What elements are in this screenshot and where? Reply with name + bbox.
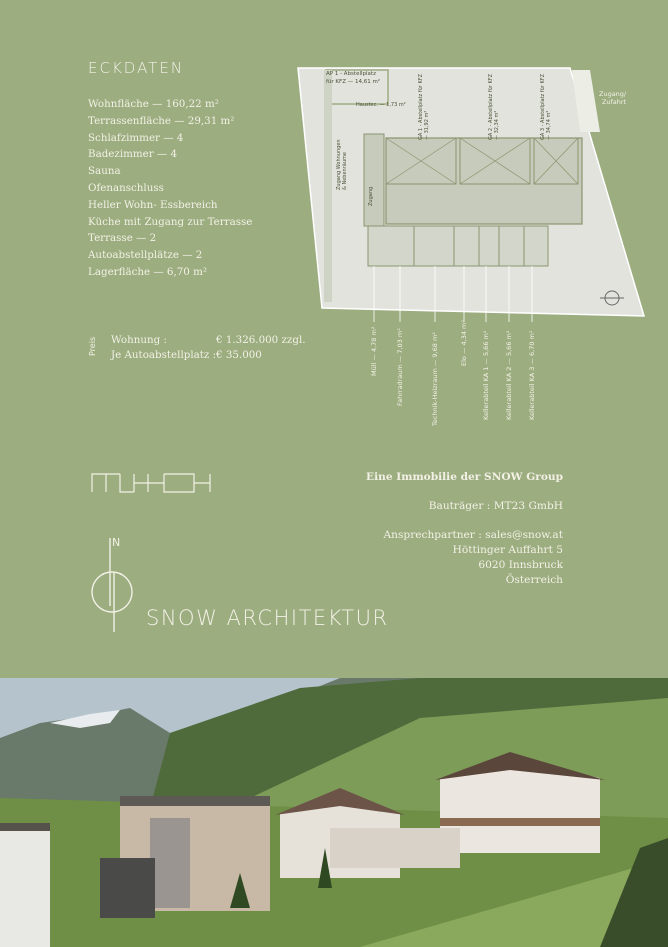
room-label: Fahrradraum — 7,03 m² bbox=[396, 328, 404, 406]
room-label: Elo — 4,34 m² bbox=[460, 320, 468, 366]
price-value-parking: € 35.000 bbox=[216, 349, 262, 361]
feature-item: Schlafzimmer — 4 bbox=[88, 131, 184, 144]
feature-item: Heller Wohn- Essbereich bbox=[88, 198, 218, 211]
plan-garage-label: GA 3 - Abstellplatz für KFZ — 34,74 m² bbox=[540, 73, 552, 140]
room-label: Müll — 4,78 m² bbox=[370, 326, 378, 376]
company-name: Eine Immobilie der SNOW Group bbox=[366, 471, 563, 483]
room-label: Kellerabteil KA 1 — 5,66 m² bbox=[482, 330, 490, 420]
features-list bbox=[88, 96, 252, 281]
price-value-apartment: € 1.326.000 zzgl. bbox=[216, 334, 306, 346]
price-name-parking: Je Autoabstellplatz : bbox=[111, 349, 217, 361]
architect-name: SNOW ARCHITEKTUR bbox=[146, 606, 389, 630]
room-label: Kellerabteil KA 3 — 6,70 m² bbox=[528, 330, 536, 420]
feature-item: Badezimmer — 4 bbox=[88, 148, 178, 161]
feature-item: Lagerfläche — 6,70 m² bbox=[88, 265, 208, 278]
builder-line: Bauträger : MT23 GmbH bbox=[428, 500, 563, 512]
matcha-logo bbox=[90, 472, 214, 494]
plan-zugang-wohnungen-label: Zugang Wohnungen & Nebenräume bbox=[336, 139, 348, 190]
plan-zugang-short-label: Zugang bbox=[368, 186, 374, 206]
room-label: Technik-Heizraum — 9,68 m² bbox=[431, 332, 439, 426]
feature-item: Wohnfläche — 160,22 m² bbox=[88, 98, 219, 110]
plan-haustec-label: Haustec. — 1,73 m² bbox=[356, 102, 406, 108]
price-name-apartment: Wohnung : bbox=[111, 334, 167, 346]
price-label: Preis bbox=[88, 336, 97, 356]
contact-person-line[interactable]: Ansprechpartner : sales@snow.at bbox=[383, 529, 563, 541]
plan-garage-label: GA 2 - Abstellplatz für KFZ — 32,34 m² bbox=[488, 73, 500, 140]
floor-plan bbox=[294, 64, 646, 322]
feature-item: Terrasse — 2 bbox=[88, 232, 157, 245]
address-city: 6020 Innsbruck bbox=[478, 559, 563, 571]
plan-zugang-label: Zugang/ Zufahrt bbox=[599, 90, 627, 106]
plan-garage-label: GA 1 - Abstellplatz für KFZ — 31,92 m² bbox=[418, 73, 430, 140]
room-label: Kellerabteil KA 2 — 5,66 m² bbox=[505, 330, 513, 420]
feature-item: Sauna bbox=[88, 165, 121, 178]
building-landscape-photo bbox=[0, 678, 668, 947]
north-label: N bbox=[112, 536, 121, 549]
plan-ap1-label: AP 1 - Abstellplatz für KFZ — 14,61 m² bbox=[326, 71, 381, 85]
feature-item: Küche mit Zugang zur Terrasse bbox=[88, 215, 253, 228]
section-title: ECKDATEN bbox=[88, 59, 185, 77]
snow-architektur-logo-icon bbox=[90, 536, 140, 636]
contact-block bbox=[366, 470, 563, 588]
address-street: Höttinger Auffahrt 5 bbox=[452, 544, 563, 556]
feature-item: Autoabstellplätze — 2 bbox=[88, 249, 203, 262]
feature-item: Terrassenfläche — 29,31 m² bbox=[88, 114, 235, 127]
feature-item: Ofenanschluss bbox=[88, 181, 164, 194]
address-country: Österreich bbox=[505, 574, 563, 586]
